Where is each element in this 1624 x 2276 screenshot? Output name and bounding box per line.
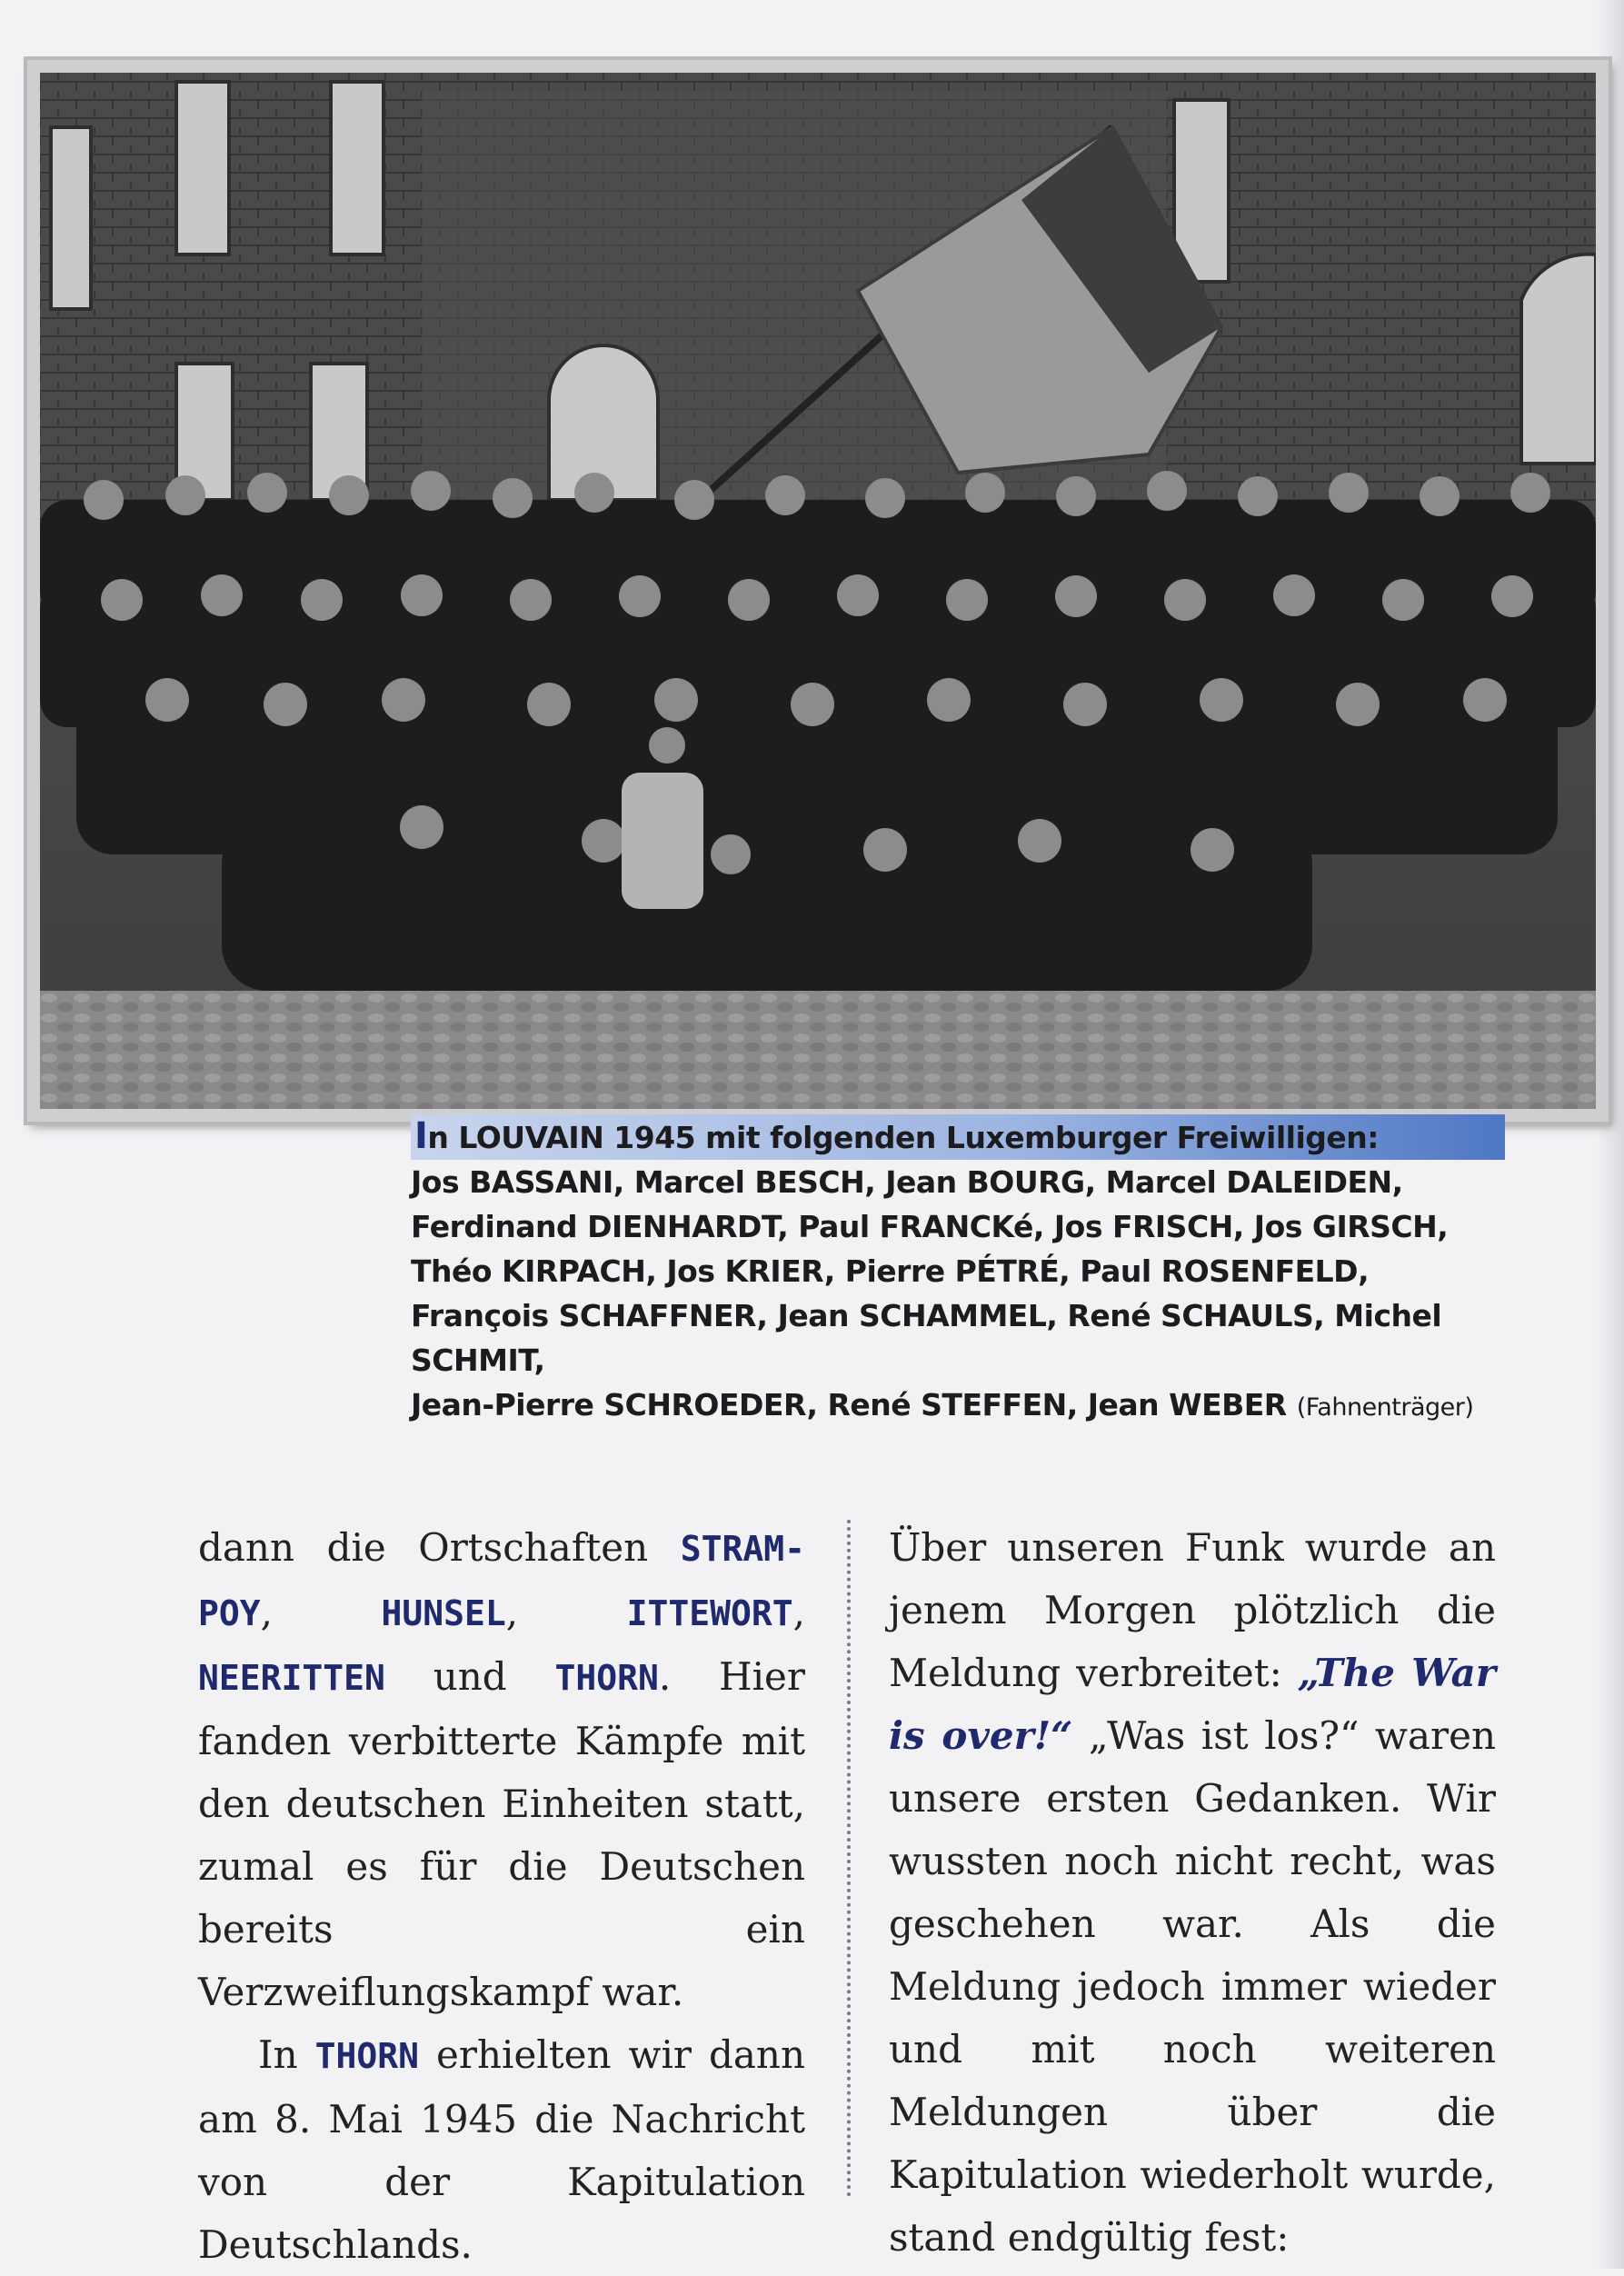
body-text: und (384, 1654, 555, 1699)
body-text: , (792, 1590, 805, 1634)
caption-line-text: Jean-Pierre SCHROEDER, René STEFFEN, Jean WEBER (411, 1387, 1287, 1422)
column-divider (847, 1520, 851, 2197)
group-photo (27, 60, 1609, 1122)
caption-initial: I (414, 1115, 428, 1157)
place-name: HUNSEL (381, 1593, 506, 1633)
place-name: NEERITTEN (198, 1658, 385, 1698)
caption-line: Jos BASSANI, Marcel BESCH, Jean BOURG, Marcel DALEIDEN, (411, 1164, 1403, 1200)
caption-line: Ferdinand DIENHARDT, Paul FRANCKé, Jos FRISCH, Jos GIRSCH, (411, 1209, 1449, 1244)
place-name: THORN (554, 1658, 659, 1698)
body-text: „Was ist los?“ waren unsere ersten Gedanken. Wir wussten noch nicht recht, was geschehen war. Als die Meldung jedoch immer wieder und mit noch weiteren Meldungen über die Kapitulation wiederholt wurde, stand endgültig fest: (889, 1713, 1496, 2260)
place-name: THORN (314, 2036, 420, 2076)
paragraph (198, 2023, 805, 2276)
body-text: dann die Ortschaften (198, 1525, 681, 1570)
caption-line: François SCHAFFNER, Jean SCHAMMEL, René SCHAULS, Michel SCHMIT, (411, 1298, 1442, 1378)
left-column (198, 1516, 805, 2276)
paragraph (198, 1516, 805, 2023)
body-text: In (258, 2032, 315, 2077)
quote-text: „The War is over!“ (889, 1651, 1496, 1758)
caption-heading (411, 1114, 1505, 1160)
place-name: ITTEWORT (626, 1593, 793, 1633)
caption-line: Théo KIRPACH, Jos KRIER, Pierre PÉTRÉ, Paul ROSENFELD, (411, 1253, 1370, 1289)
group-photo-image (40, 73, 1596, 1109)
body-text: Über unseren Funk wurde an jenem Morgen plötzlich die Meldung verbreitet: (889, 1525, 1496, 1695)
right-column (889, 1516, 1496, 2269)
caption-note: (Fahnenträger) (1296, 1393, 1474, 1422)
paragraph (889, 1516, 1496, 2269)
body-text: erhielten wir dann am 8. Mai 1945 die Nachricht von der Kapitulation Deutschlands. (198, 2032, 805, 2267)
caption-heading-text: n LOUVAIN 1945 mit folgenden Luxemburger Freiwilligen: (427, 1120, 1379, 1155)
photo-caption (411, 1114, 1583, 1430)
caption-line (411, 1383, 1583, 1430)
place-name: STRAM-POY (198, 1529, 805, 1633)
body-text: . Hier fanden verbitterte Kämpfe mit den deutschen Einheiten statt, zumal es für die Deutschen bereits ein Verzweiflungskampf war. (198, 1654, 805, 2014)
body-text: , (260, 1590, 382, 1634)
body-text: , (505, 1590, 627, 1634)
